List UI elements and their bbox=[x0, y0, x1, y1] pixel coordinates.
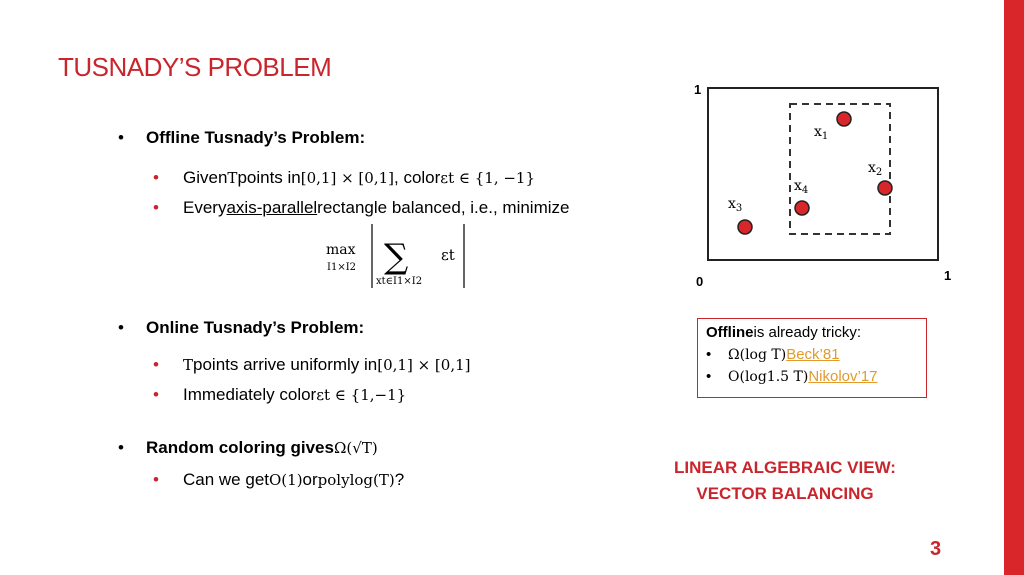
polylog-math: polylog(T) bbox=[317, 471, 395, 489]
max-subscript: I1×I2 bbox=[327, 262, 357, 273]
bullet-dot: • bbox=[153, 168, 159, 187]
color-text: , color bbox=[394, 168, 441, 187]
random-heading-bullet bbox=[118, 438, 378, 458]
max-operator: max bbox=[326, 242, 356, 258]
offline-bullet-every bbox=[153, 198, 569, 218]
immediately-text: Immediately color bbox=[183, 385, 317, 404]
offline-heading-bullet bbox=[118, 128, 365, 148]
page-number: 3 bbox=[930, 538, 942, 560]
bullet-dot: • bbox=[153, 198, 159, 217]
offline-box-lead bbox=[706, 324, 918, 346]
domain-math: [0,1] × [0,1] bbox=[377, 356, 471, 374]
bullet-dot: • bbox=[118, 128, 124, 147]
O1-math: O(1) bbox=[269, 471, 303, 489]
offline-heading: Offline Tusnady’s Problem: bbox=[146, 128, 366, 147]
y-axis-one-label: 1 bbox=[694, 82, 702, 97]
online-bullet-arrive bbox=[153, 355, 471, 375]
omega-sqrt-math: Ω(√T) bbox=[333, 439, 378, 457]
bullet-dot: • bbox=[706, 346, 712, 363]
bullet-dot: • bbox=[706, 368, 712, 385]
bullet-dot: • bbox=[153, 470, 159, 489]
offline-bullet-given bbox=[153, 168, 535, 188]
question-mark: ? bbox=[394, 470, 405, 489]
linear-view-line1: LINEAR ALGEBRAIC VIEW: bbox=[674, 458, 896, 477]
bullet-dot: • bbox=[153, 385, 159, 404]
nikolov-bound-math: O(log1.5 T) bbox=[728, 369, 809, 385]
point-x1 bbox=[837, 112, 851, 126]
epsilon-math: εt ∈ {1, −1} bbox=[440, 169, 536, 187]
or-text: or bbox=[302, 470, 318, 489]
online-heading: Online Tusnady’s Problem: bbox=[146, 318, 365, 337]
axis-parallel-text: axis-parallel bbox=[226, 198, 318, 217]
accent-bar bbox=[1004, 0, 1024, 575]
offline-word: Offline bbox=[706, 324, 754, 341]
domain-math: [0,1] × [0,1] bbox=[300, 169, 394, 187]
sum-symbol: ∑ bbox=[384, 237, 409, 277]
online-bullet-color bbox=[153, 385, 406, 405]
point-x3 bbox=[738, 220, 752, 234]
can-we-get-text: Can we get bbox=[183, 470, 269, 489]
origin-label: 0 bbox=[696, 274, 704, 288]
random-bullet-question bbox=[153, 470, 404, 490]
beck-bound-math: Ω(log T) bbox=[728, 347, 787, 363]
point-x2 bbox=[878, 181, 892, 195]
bullet-dot: • bbox=[118, 438, 124, 457]
already-tricky-text: is already tricky: bbox=[753, 324, 862, 341]
bullet-dot: • bbox=[153, 355, 159, 374]
points-in-text: points in bbox=[237, 168, 301, 187]
linear-algebraic-view-callout bbox=[630, 455, 940, 507]
rectangle-balanced-text: rectangle balanced, i.e., minimize bbox=[317, 198, 570, 217]
given-text: Given bbox=[183, 168, 228, 187]
offline-box-nikolov-row bbox=[706, 368, 918, 390]
label-x3: $x_3$ bbox=[728, 196, 743, 214]
label-x1: $x_1$ bbox=[814, 124, 829, 142]
epsilon-math: εt ∈ {1,−1} bbox=[316, 386, 407, 404]
arrive-text: points arrive uniformly in bbox=[193, 355, 378, 374]
unit-square-figure bbox=[690, 78, 960, 288]
sum-subscript: xt∈I1×I2 bbox=[376, 276, 423, 287]
linear-view-line2: VECTOR BALANCING bbox=[696, 484, 874, 503]
discrepancy-formula bbox=[326, 220, 476, 292]
point-x4 bbox=[795, 201, 809, 215]
offline-box-beck-row bbox=[706, 346, 918, 368]
label-x2: $x_2$ bbox=[868, 160, 883, 178]
label-x4: $x_4$ bbox=[794, 178, 809, 196]
random-heading: Random coloring gives bbox=[146, 438, 334, 457]
online-heading-bullet bbox=[118, 318, 364, 338]
every-text: Every bbox=[183, 198, 227, 217]
beck-link[interactable]: Beck’81 bbox=[786, 346, 840, 363]
nikolov-link[interactable]: Nikolov’17 bbox=[808, 368, 878, 385]
x-axis-one-label: 1 bbox=[944, 268, 952, 283]
T-symbol: T bbox=[227, 169, 238, 187]
slide-title: TUSNADY’S PROBLEM bbox=[58, 52, 332, 82]
epsilon-term: εt bbox=[441, 246, 455, 264]
bullet-dot: • bbox=[118, 318, 124, 337]
T-symbol: T bbox=[183, 356, 194, 374]
offline-references-box bbox=[697, 318, 927, 398]
